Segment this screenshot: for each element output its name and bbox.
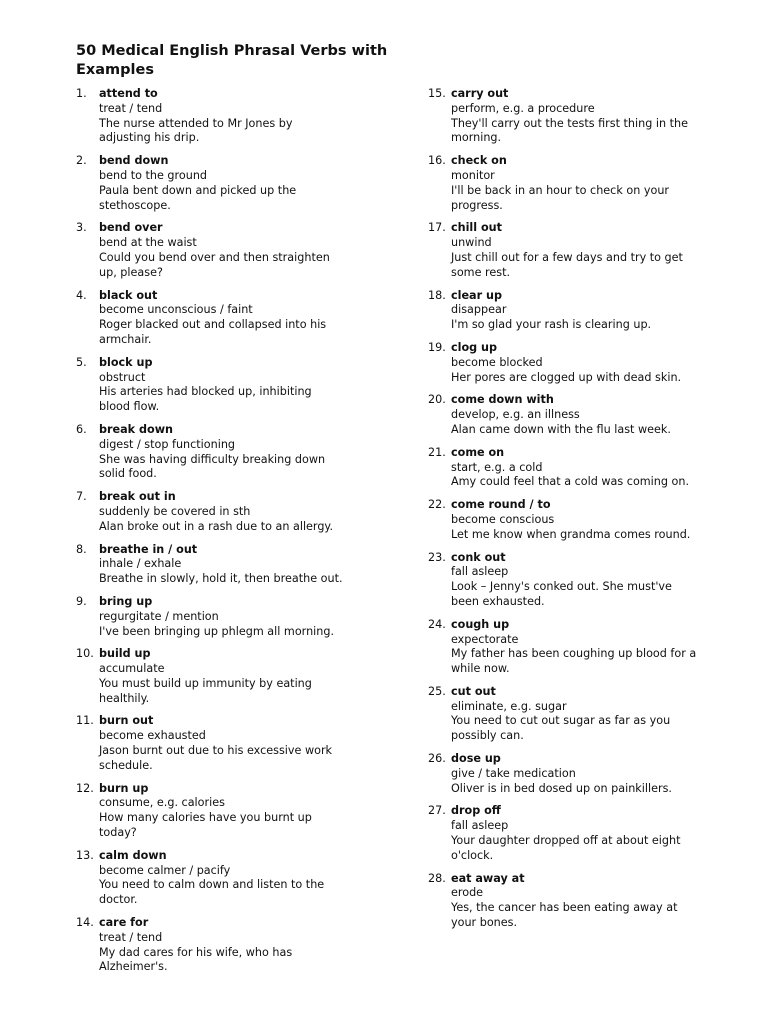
phrasal-verb-entry [76, 647, 346, 706]
example-sentence: She was having difficulty breaking down solid food. [99, 452, 326, 481]
entry-number: 22. [428, 498, 446, 512]
entry-number: 20. [428, 393, 446, 407]
verb-definition: eliminate, e.g. sugar [451, 699, 567, 713]
entry-number: 17. [428, 221, 446, 235]
example-sentence: Roger blacked out and collapsed into his armchair. [99, 318, 327, 346]
phrasal-verb: black out [99, 288, 158, 302]
example-sentence: Just chill out for a few days and try to get some rest. [451, 250, 683, 279]
phrasal-verb: carry out [451, 87, 509, 100]
entry-number: 19. [428, 340, 446, 354]
entry-body [99, 356, 346, 415]
example-sentence: The nurse attended to Mr Jones by adjusting his drip. [99, 116, 293, 145]
phrasal-verb: bend down [99, 154, 169, 168]
verb-definition: start, e.g. a cold [451, 460, 543, 474]
entry-body [451, 87, 698, 146]
entry-body [99, 595, 346, 639]
verb-definition: disappear [451, 303, 507, 317]
entry-number: 4. [76, 288, 87, 302]
phrasal-verb: conk out [451, 550, 506, 564]
example-sentence: Let me know when grandma comes round. [451, 527, 691, 541]
example-sentence: I'm so glad your rash is clearing up. [451, 318, 652, 332]
entry-body [99, 714, 346, 773]
phrasal-verb: break out in [99, 490, 176, 504]
phrasal-verb: drop off [451, 804, 501, 818]
example-sentence: His arteries had blocked up, inhibiting blood flow. [99, 385, 312, 414]
entry-body [451, 341, 698, 385]
phrasal-verb: come down with [451, 393, 554, 407]
phrasal-verb: breathe in / out [99, 542, 198, 556]
example-sentence: You must build up immunity by eating healthily. [99, 676, 312, 705]
entry-number: 15. [428, 87, 446, 100]
entry-number: 24. [428, 617, 446, 631]
phrasal-verb: bring up [99, 594, 153, 608]
entry-body [99, 543, 346, 587]
phrasal-verb-entry [76, 154, 346, 213]
entry-body [451, 393, 698, 437]
phrasal-verb: check on [451, 154, 507, 168]
example-sentence: Amy could feel that a cold was coming on. [451, 475, 690, 489]
phrasal-verb: chill out [451, 221, 502, 235]
phrasal-verb: come round / to [451, 498, 551, 512]
entry-number: 11. [76, 714, 94, 728]
phrasal-verb-entry [428, 685, 698, 744]
example-sentence: Could you bend over and then straighten up, please? [99, 250, 330, 279]
verb-definition: digest / stop functioning [99, 437, 236, 451]
phrasal-verb-entry [428, 752, 698, 796]
phrasal-verb-entry [428, 498, 698, 542]
example-sentence: How many calories have you burnt up today? [99, 811, 312, 840]
verb-definition: become calmer / pacify [99, 863, 231, 877]
example-sentence: My father has been coughing up blood for a while now. [451, 647, 697, 676]
example-sentence: You need to cut out sugar as far as you possibly can. [451, 714, 671, 743]
entry-number: 3. [76, 221, 87, 235]
verb-definition: treat / tend [99, 101, 163, 115]
phrasal-verb: come on [451, 445, 505, 459]
phrasal-verb: bend over [99, 221, 163, 235]
entry-body [99, 289, 346, 348]
verb-definition: become conscious [451, 512, 555, 526]
example-sentence: Alan broke out in a rash due to an allergy. [99, 519, 334, 533]
entry-number: 25. [428, 684, 446, 698]
verb-definition: obstruct [99, 370, 146, 384]
example-sentence: Breathe in slowly, hold it, then breathe out. [99, 572, 343, 586]
verb-definition: become exhausted [99, 729, 206, 743]
verb-definition: bend to the ground [99, 168, 208, 182]
entry-body [99, 154, 346, 213]
entry-number: 5. [76, 355, 87, 369]
entry-body [451, 551, 698, 610]
example-sentence: Jason burnt out due to his excessive work schedule. [99, 744, 333, 772]
example-sentence: Her pores are clogged up with dead skin. [451, 370, 682, 384]
phrasal-verb-entry [76, 490, 346, 534]
left-column [76, 87, 346, 983]
phrasal-verb: build up [99, 647, 151, 661]
phrasal-verb: dose up [451, 752, 501, 766]
verb-definition: monitor [451, 168, 495, 182]
entry-number: 6. [76, 422, 87, 436]
example-sentence: Your daughter dropped off at about eight o'clock. [451, 834, 681, 862]
entry-body [99, 221, 346, 280]
verb-definition: bend at the waist [99, 236, 197, 250]
right-column [428, 87, 698, 939]
entry-body [451, 618, 698, 677]
phrasal-verb: eat away at [451, 871, 525, 885]
verb-definition: develop, e.g. an illness [451, 408, 580, 422]
phrasal-verb: burn up [99, 781, 149, 795]
verb-definition: unwind [451, 236, 492, 250]
verb-definition: accumulate [99, 662, 165, 676]
phrasal-verb: cut out [451, 684, 496, 698]
example-sentence: I'll be back in an hour to check on your progress. [451, 183, 670, 212]
entry-body [451, 872, 698, 931]
entry-number: 14. [76, 916, 94, 930]
example-sentence: You need to calm down and listen to the doctor. [99, 878, 325, 907]
entry-body [451, 446, 698, 490]
entry-number: 16. [428, 154, 446, 168]
entry-number: 18. [428, 288, 446, 302]
phrasal-verb: block up [99, 355, 153, 369]
entry-body [451, 289, 698, 333]
verb-definition: become blocked [451, 355, 543, 369]
entry-number: 13. [76, 848, 94, 862]
example-sentence: Yes, the cancer has been eating away at your bones. [451, 901, 678, 930]
phrasal-verb-entry [428, 289, 698, 333]
entry-body [99, 490, 346, 534]
entry-number: 26. [428, 752, 446, 766]
entry-number: 23. [428, 550, 446, 564]
phrasal-verb-entry [428, 393, 698, 437]
example-sentence: They'll carry out the tests first thing in the morning. [451, 116, 688, 145]
entry-number: 12. [76, 781, 94, 795]
verb-definition: consume, e.g. calories [99, 796, 225, 810]
example-sentence: My dad cares for his wife, who has Alzheimer's. [99, 945, 293, 974]
entry-body [99, 782, 346, 841]
verb-definition: suddenly be covered in sth [99, 504, 251, 518]
example-sentence: Look – Jenny's conked out. She must've been exhausted. [451, 580, 672, 608]
verb-definition: fall asleep [451, 819, 509, 833]
entry-body [451, 804, 698, 863]
entry-number: 7. [76, 490, 87, 504]
verb-definition: give / take medication [451, 766, 576, 780]
phrasal-verb-entry [76, 595, 346, 639]
phrasal-verb-entry [428, 221, 698, 280]
phrasal-verb-entry [76, 782, 346, 841]
entry-number: 27. [428, 804, 446, 818]
example-sentence: Oliver is in bed dosed up on painkillers. [451, 781, 672, 795]
phrasal-verb: clog up [451, 340, 498, 354]
entry-number: 8. [76, 542, 87, 556]
entry-body [99, 916, 346, 975]
verb-definition: inhale / exhale [99, 557, 182, 571]
entry-number: 28. [428, 871, 446, 885]
phrasal-verb: break down [99, 422, 173, 436]
phrasal-verb-entry [76, 289, 346, 348]
entry-number: 10. [76, 647, 94, 661]
phrasal-verb-entry [428, 804, 698, 863]
phrasal-verb-entry [76, 423, 346, 482]
entry-body [451, 752, 698, 796]
entry-body [451, 154, 698, 213]
phrasal-verb-entry [428, 341, 698, 385]
example-sentence: Alan came down with the flu last week. [451, 422, 671, 436]
page-title: 50 Medical English Phrasal Verbs with Examples [76, 43, 388, 78]
entry-number: 1. [76, 87, 87, 100]
entry-body [451, 221, 698, 280]
phrasal-verb: burn out [99, 714, 154, 728]
phrasal-verb-entry [428, 872, 698, 931]
entry-number: 2. [76, 154, 87, 168]
phrasal-verb-entry [76, 543, 346, 587]
phrasal-verb-entry [428, 618, 698, 677]
entry-body [451, 498, 698, 542]
entry-body [99, 423, 346, 482]
verb-definition: regurgitate / mention [99, 609, 219, 623]
phrasal-verb-entry [76, 221, 346, 280]
phrasal-verb: clear up [451, 288, 502, 302]
entry-number: 9. [76, 594, 87, 608]
phrasal-verb: calm down [99, 848, 167, 862]
verb-definition: treat / tend [99, 930, 163, 944]
phrasal-verb-entry [428, 551, 698, 610]
phrasal-verb: attend to [99, 87, 158, 100]
phrasal-verb-entry [428, 154, 698, 213]
entry-body [99, 647, 346, 706]
verb-definition: expectorate [451, 632, 519, 646]
phrasal-verb-entry [76, 714, 346, 773]
example-sentence: Paula bent down and picked up the stethoscope. [99, 183, 297, 212]
phrasal-verb: care for [99, 916, 149, 930]
entry-body [451, 685, 698, 744]
verb-definition: perform, e.g. a procedure [451, 101, 595, 115]
phrasal-verb-entry [76, 87, 346, 146]
verb-definition: become unconscious / faint [99, 303, 253, 317]
entry-body [99, 87, 346, 146]
entry-body [99, 849, 346, 908]
phrasal-verb: cough up [451, 617, 510, 631]
phrasal-verb-entry [76, 916, 346, 975]
verb-definition: fall asleep [451, 565, 509, 579]
phrasal-verb-entry [76, 356, 346, 415]
phrasal-verb-entry [428, 446, 698, 490]
verb-definition: erode [451, 886, 484, 900]
example-sentence: I've been bringing up phlegm all morning. [99, 624, 335, 638]
phrasal-verb-entry [428, 87, 698, 146]
entry-number: 21. [428, 445, 446, 459]
phrasal-verb-entry [76, 849, 346, 908]
